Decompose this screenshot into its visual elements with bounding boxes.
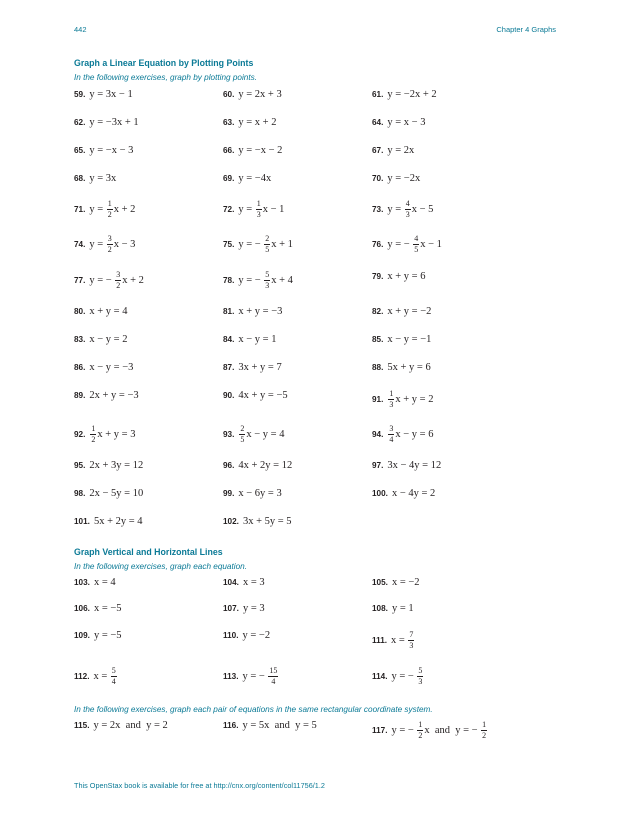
exercise-70: 70. y = −2x bbox=[372, 172, 421, 184]
exercise-88: 88. 5x + y = 6 bbox=[372, 361, 431, 373]
exercise-108: 108. y = 1 bbox=[372, 602, 414, 614]
exercise-107: 107. y = 3 bbox=[223, 602, 265, 614]
exercise-111: 111. x = $\frac{7}{3}$ bbox=[372, 629, 414, 650]
exercise-85: 85. x − y = −1 bbox=[372, 333, 432, 345]
exercise-117: 117. y = − $\frac{1}{2}$ x and y = − $\frac{1}{2}$ bbox=[372, 719, 487, 740]
exercise-110: 110. y = −2 bbox=[223, 629, 271, 641]
exercise-93: 93. $\frac{2}{5}$ x − y = 4 bbox=[223, 423, 285, 444]
chapter-title: Chapter 4 Graphs bbox=[496, 25, 556, 34]
exercise-61: 61. y = −2x + 2 bbox=[372, 88, 437, 100]
exercise-103: 103. x = 4 bbox=[74, 576, 116, 588]
exercise-90: 90. 4x + y = −5 bbox=[223, 389, 288, 401]
exercise-79: 79. x + y = 6 bbox=[372, 270, 426, 282]
exercise-86: 86. x − y = −3 bbox=[74, 361, 134, 373]
exercise-112: 112. x = $\frac{5}{4}$ bbox=[74, 665, 116, 686]
exercise-106: 106. x = −5 bbox=[74, 602, 122, 614]
exercise-92: 92. $\frac{1}{2}$ x + y = 3 bbox=[74, 423, 136, 444]
exercise-98: 98. 2x − 5y = 10 bbox=[74, 487, 144, 499]
exercise-94: 94. $\frac{3}{4}$ x − y = 6 bbox=[372, 423, 434, 444]
section-title-plotting: Graph a Linear Equation by Plotting Points bbox=[74, 58, 254, 68]
exercise-109: 109. y = −5 bbox=[74, 629, 122, 641]
exercise-96: 96. 4x + 2y = 12 bbox=[223, 459, 293, 471]
exercise-97: 97. 3x − 4y = 12 bbox=[372, 459, 442, 471]
exercise-76: 76. y = − $\frac{4}{5}$ x − 1 bbox=[372, 233, 442, 254]
exercise-78: 78. y = − $\frac{5}{3}$ x + 4 bbox=[223, 269, 293, 290]
exercise-95: 95. 2x + 3y = 12 bbox=[74, 459, 144, 471]
exercise-116: 116. y = 5x and y = 5 bbox=[223, 719, 317, 731]
exercise-71: 71. y = $\frac{1}{2}$ x + 2 bbox=[74, 198, 136, 219]
exercise-75: 75. y = − $\frac{2}{5}$ x + 1 bbox=[223, 233, 293, 254]
exercise-102: 102. 3x + 5y = 5 bbox=[223, 515, 292, 527]
exercise-99: 99. x − 6y = 3 bbox=[223, 487, 282, 499]
exercise-62: 62. y = −3x + 1 bbox=[74, 116, 139, 128]
exercise-65: 65. y = −x − 3 bbox=[74, 144, 134, 156]
exercise-72: 72. y = $\frac{1}{3}$ x − 1 bbox=[223, 198, 285, 219]
section-title-vertical-horizontal: Graph Vertical and Horizontal Lines bbox=[74, 547, 223, 557]
section-instruction-vertical-horizontal: In the following exercises, graph each equation. bbox=[74, 562, 247, 571]
exercise-115: 115. y = 2x and y = 2 bbox=[74, 719, 168, 731]
exercise-84: 84. x − y = 1 bbox=[223, 333, 277, 345]
exercise-81: 81. x + y = −3 bbox=[223, 305, 283, 317]
exercise-68: 68. y = 3x bbox=[74, 172, 117, 184]
exercise-80: 80. x + y = 4 bbox=[74, 305, 128, 317]
exercise-89: 89. 2x + y = −3 bbox=[74, 389, 139, 401]
footer-note: This OpenStax book is available for free at http://cnx.org/content/col11756/1.2 bbox=[74, 781, 325, 790]
exercise-77: 77. y = − $\frac{3}{2}$ x + 2 bbox=[74, 269, 144, 290]
exercise-60: 60. y = 2x + 3 bbox=[223, 88, 282, 100]
exercise-83: 83. x − y = 2 bbox=[74, 333, 128, 345]
exercise-100: 100. x − 4y = 2 bbox=[372, 487, 436, 499]
exercise-82: 82. x + y = −2 bbox=[372, 305, 432, 317]
exercise-63: 63. y = x + 2 bbox=[223, 116, 277, 128]
exercise-69: 69. y = −4x bbox=[223, 172, 272, 184]
page-number: 442 bbox=[74, 25, 87, 34]
exercise-113: 113. y = − $\frac{15}{4}$ bbox=[223, 665, 278, 686]
exercise-64: 64. y = x − 3 bbox=[372, 116, 426, 128]
exercise-67: 67. y = 2x bbox=[372, 144, 415, 156]
exercise-66: 66. y = −x − 2 bbox=[223, 144, 283, 156]
exercise-73: 73. y = $\frac{4}{3}$ x − 5 bbox=[372, 198, 434, 219]
exercise-101: 101. 5x + 2y = 4 bbox=[74, 515, 143, 527]
exercise-91: 91. $\frac{1}{3}$ x + y = 2 bbox=[372, 388, 434, 409]
section-instruction-pairs: In the following exercises, graph each pair of equations in the same rectangular coordinate system. bbox=[74, 705, 433, 714]
exercise-104: 104. x = 3 bbox=[223, 576, 265, 588]
section-instruction-plotting: In the following exercises, graph by plotting points. bbox=[74, 73, 257, 82]
exercise-59: 59. y = 3x − 1 bbox=[74, 88, 133, 100]
exercise-87: 87. 3x + y = 7 bbox=[223, 361, 282, 373]
exercise-114: 114. y = − $\frac{5}{3}$ bbox=[372, 665, 423, 686]
exercise-105: 105. x = −2 bbox=[372, 576, 420, 588]
exercise-74: 74. y = $\frac{3}{2}$ x − 3 bbox=[74, 233, 136, 254]
